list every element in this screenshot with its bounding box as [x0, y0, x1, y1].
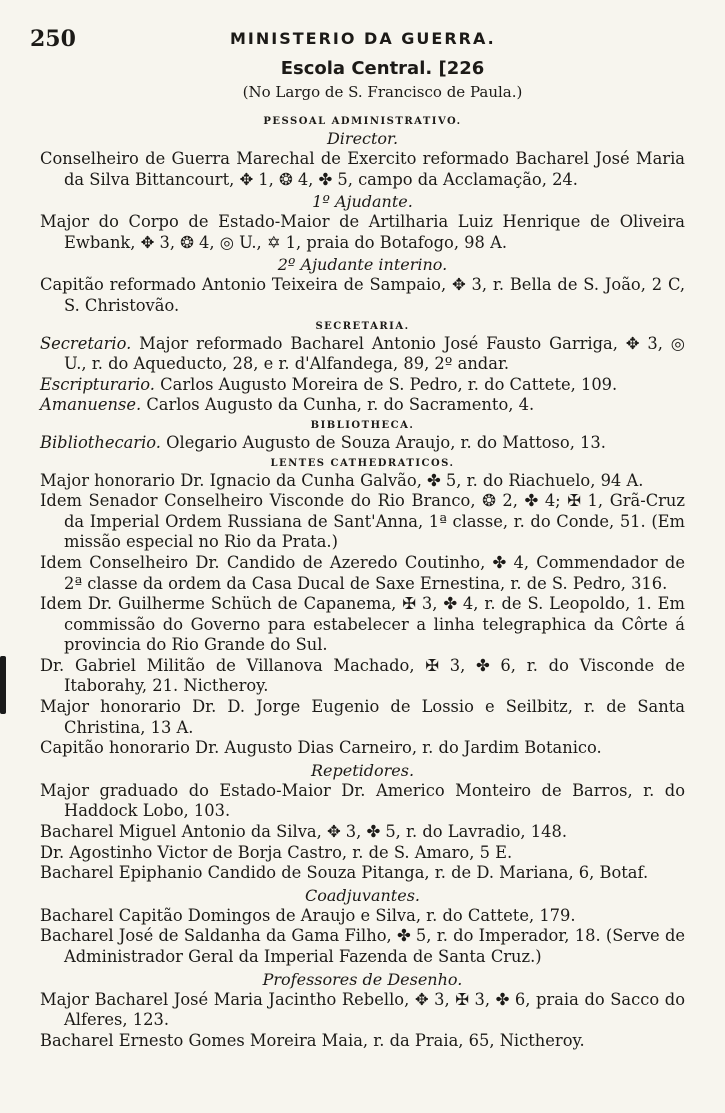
entry-ajudante-1: Major do Corpo de Estado-Maior de Artilharia Luiz Henrique de Oliveira Ewbank, ✥ 3, ❂ 4, ◎ U., ✡ 1, praia do Botafogo, 98 A. — [40, 212, 685, 252]
entry-ajudante-2: Capitão reformado Antonio Teixeira de Sampaio, ✥ 3, r. Bella de S. João, 2 C, S. Christovão. — [40, 275, 685, 315]
entry-repetidor-4: Bacharel Epiphanio Candido de Souza Pitanga, r. de D. Mariana, 6, Botaf. — [40, 863, 649, 883]
bibliothecario-text: Olegario Augusto de Souza Araujo, r. do Mattoso, 13. — [160, 432, 606, 452]
entry-director: Conselheiro de Guerra Marechal de Exercito reformado Bacharel José Maria da Silva Bittancourt, ✥ 1, ❂ 4, ✤ 5, campo da Acclamação, 24. — [40, 149, 685, 189]
margin-ink-mark — [0, 656, 6, 714]
entry-professor-1: Major Bacharel José Maria Jacintho Rebello, ✥ 3, ✠ 3, ✤ 6, praia do Sacco do Alferes, 123. — [40, 989, 685, 1030]
section-bibliotheca: BIBLIOTHECA. — [310, 419, 415, 431]
entry-professor-2: Bacharel Ernesto Gomes Moreira Maia, r. da Praia, 65, Nictheroy. — [40, 1030, 585, 1050]
secretario-label: Secretario. — [40, 333, 132, 353]
section-ajudante-1: 1º Ajudante. — [312, 192, 413, 212]
entry-repetidor-2: Bacharel Miguel Antonio da Silva, ✥ 3, ✤ 5, r. do Lavradio, 148. — [40, 822, 568, 842]
entry-repetidor-3: Dr. Agostinho Victor de Borja Castro, r. de S. Amaro, 5 E. — [40, 842, 513, 862]
running-head: MINISTERIO DA GUERRA. — [230, 29, 496, 48]
entry-coadjuvante-2: Bacharel José de Saldanha da Gama Filho, ✤ 5, r. do Imperador, 18. (Serve de Administrador Geral da Imperial Fazenda de Santa Cruz.) — [40, 926, 685, 966]
entry-repetidor-1: Major graduado do Estado-Maior Dr. Americo Monteiro de Barros, r. do Haddock Lobo, 103. — [40, 780, 685, 821]
section-director: Director. — [326, 129, 399, 148]
section-coadjuvantes: Coadjuvantes. — [305, 885, 420, 905]
entry-secretario — [40, 334, 685, 375]
section-ajudante-2: 2º Ajudante interino. — [277, 255, 448, 275]
entry-lente-6: Major honorario Dr. D. Jorge Eugenio de Lossio e Seilbitz, r. de Santa Christina, 13 A. — [40, 697, 685, 737]
section-professores: Professores de Desenho. — [262, 969, 463, 989]
title-block — [0, 58, 725, 101]
entry-lente-1: Major honorario Dr. Ignacio da Cunha Galvão, ✤ 5, r. do Riachuelo, 94 A. — [40, 470, 644, 490]
entry-lente-7: Capitão honorario Dr. Augusto Dias Carneiro, r. do Jardim Botanico. — [40, 738, 602, 758]
entry-lente-5: Dr. Gabriel Militão de Villanova Machado, ✠ 3, ✤ 6, r. do Visconde de Itaborahy, 21. Nictheroy. — [40, 655, 685, 696]
section-admin: PESSOAL ADMINISTRATIVO. — [263, 116, 462, 127]
entry-bibliothecario — [40, 433, 685, 454]
page-header — [30, 26, 720, 52]
section-secretaria: SECRETARIA. — [315, 320, 410, 332]
secretario-text: Major reformado Bacharel Antonio José Fausto Garriga, ✥ 3, ◎ U., r. do Aqueducto, 28, e r. d'Alfandega, 89, 2º andar. — [64, 333, 685, 374]
section-repetidores: Repetidores. — [310, 760, 415, 780]
entry-escripturario — [40, 375, 685, 396]
section-lentes: LENTES CATHEDRATICOS. — [270, 457, 455, 469]
school-title: Escola Central. [226 — [280, 58, 485, 79]
entry-lente-2: Idem Senador Conselheiro Visconde do Rio Branco, ❂ 2, ✤ 4; ✠ 1, Grã-Cruz da Imperial Ordem Russiana de Sant'Anna, 1ª classe, r. do Conde, 51. (Em missão especial no Rio da Prata.) — [40, 491, 685, 552]
amanuense-label: Amanuense. — [40, 395, 142, 415]
entry-lente-4: Idem Dr. Guilherme Schüch de Capanema, ✠ 3, ✤ 4, r. de S. Leopoldo, 1. Em commissão do Governo para estabelecer a linha telegraphica da Côrte á provincia do Rio Grande do Sul. — [40, 594, 685, 655]
entry-coadjuvante-1: Bacharel Capitão Domingos de Araujo e Silva, r. do Cattete, 179. — [40, 905, 576, 925]
school-address: (No Largo de S. Francisco de Paula.) — [242, 83, 523, 101]
escripturario-text: Carlos Augusto Moreira de S. Pedro, r. do Cattete, 109. — [154, 374, 618, 394]
entries-list — [40, 112, 685, 1051]
bibliothecario-label: Bibliothecario. — [40, 432, 161, 452]
page-number: 250 — [30, 26, 76, 52]
entry-lente-3: Idem Conselheiro Dr. Candido de Azeredo Coutinho, ✤ 4, Commendador de 2ª classe da ordem da Casa Ducal de Saxe Ernestina, r. de S. Pedro, 316. — [40, 552, 685, 593]
amanuense-text: Carlos Augusto da Cunha, r. do Sacramento, 4. — [141, 395, 535, 415]
escripturario-label: Escripturario. — [40, 374, 155, 394]
entry-amanuense — [40, 395, 685, 416]
